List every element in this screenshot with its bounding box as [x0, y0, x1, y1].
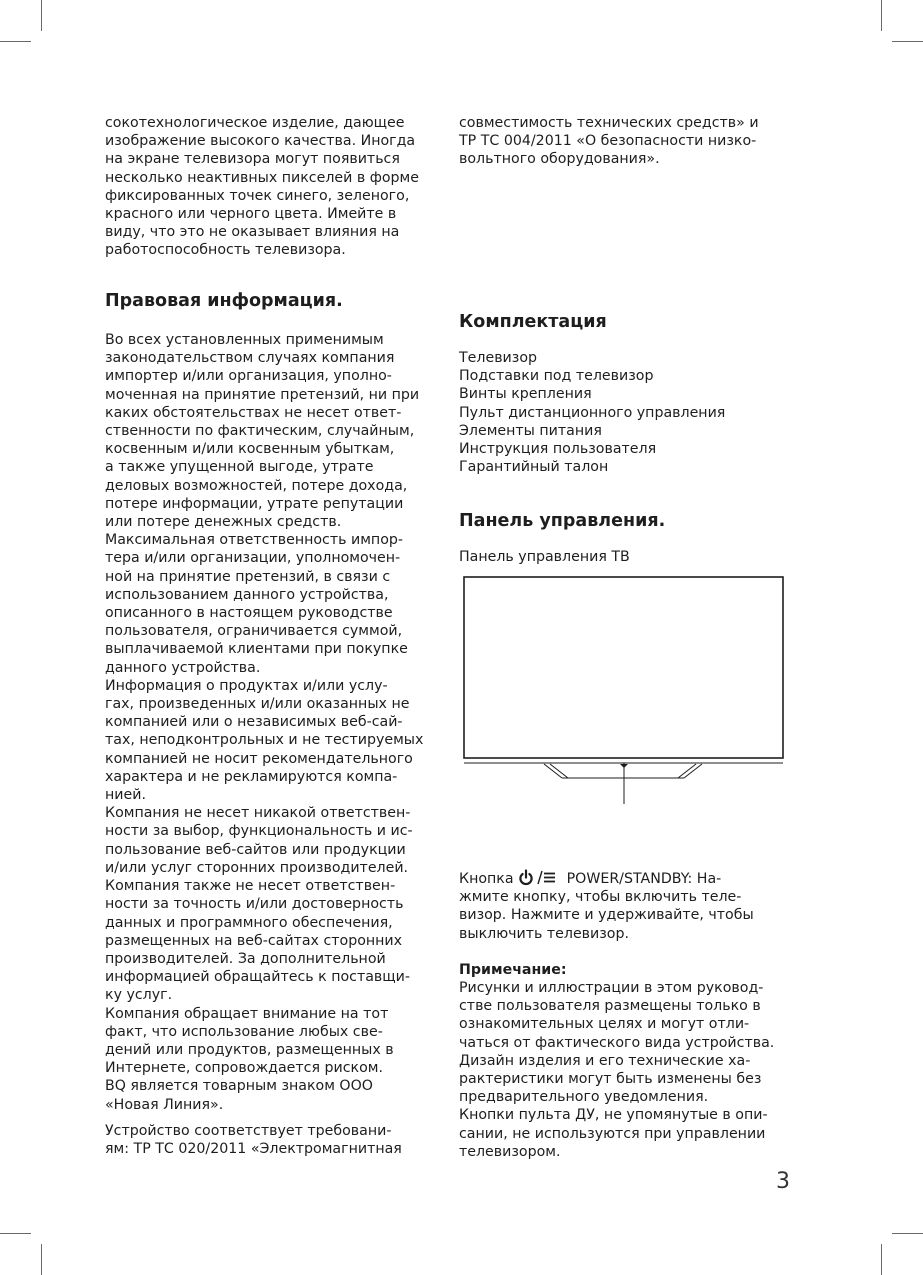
- note-title: Примечание:: [459, 962, 567, 978]
- package-list: [459, 349, 725, 476]
- crop-mark: [0, 41, 31, 42]
- tv-stand-right: [676, 764, 702, 778]
- list-item: Пульт дистанционного управления: [459, 404, 726, 421]
- compliance-continued: совместимость технических средств» и ТР ТС 004/2011 «О безопасности низко- вольтного оборудования».: [459, 115, 759, 168]
- power-button-marker: [620, 764, 628, 768]
- panel-heading: Панель управления.: [459, 511, 666, 531]
- panel-caption: Панель управления ТВ: [459, 549, 630, 565]
- crop-mark: [41, 0, 42, 31]
- list-item: Подставки под телевизор: [459, 368, 654, 385]
- tv-illustration: [458, 572, 788, 808]
- power-button-description: Кнопка POWER/STANDBY: На- жмите кнопку, чтобы включить теле- визор. Нажмите и удерживайте, чтобы выключить телевизор.: [459, 871, 754, 942]
- crop-mark: [881, 0, 882, 31]
- button-prefix: Кнопка: [459, 871, 514, 887]
- power-standby-icon: [518, 869, 556, 886]
- button-label: POWER/STANDBY: На-: [566, 871, 722, 887]
- list-item: Инструкция пользователя: [459, 441, 657, 458]
- list-item: Винты крепления: [459, 386, 592, 403]
- list-item: Телевизор: [459, 350, 538, 366]
- list-item: Элементы питания: [459, 422, 602, 439]
- crop-mark: [0, 1233, 31, 1234]
- tv-screen: [464, 577, 783, 758]
- legal-heading: Правовая информация.: [105, 291, 343, 311]
- crop-mark: [892, 1233, 923, 1234]
- page-number: 3: [776, 1169, 790, 1194]
- compliance-paragraph: Устройство соответствует требовани- ям: ТР ТС 020/2011 «Электромагнитная: [105, 1123, 402, 1158]
- tv-stand-left: [544, 764, 570, 778]
- intro-paragraph: сокотехнологическое изделие, дающее изображение высокого качества. Иногда на экране телевизора могут появиться несколько неактивных пикселей в форме фиксированных точек синего, зеленого, красного или черного цвета. Имейте в виду, что это не оказывает влияния на работоспособность телевизора.: [105, 115, 419, 259]
- crop-mark: [881, 1244, 882, 1275]
- legal-paragraph: Во всех установленных применимым законодательством случаях компания импортер и/или организация, уполно- моченная на принятие претензий, ни при каких обстоятельствах не несет ответ- ственности по фактическим, случайным, косвенным и/или косвенным убыткам, а также упущенной выгоде, утрате деловых возможностей, потере дохода, потере информации, утрате репутации или потере денежных средств. Максимальная ответственность импор- тера и/или организации, уполномочен- ной на принятие претензий, в связи с использованием данного устройства, описанного в настоящем руководстве пользователя, ограничивается суммой, выплачиваемой клиентами при покупке данного устройства. Информация о продуктах и/или услу- гах, произведенных и/или оказанных не компанией или о независимых веб-сай- тах, неподконтрольных и не тестируемых компанией не носит рекомендательного характера и не рекламируются компа- нией. Компания не несет никакой ответствен- ности за выбор, функциональность и ис- пользование веб-сайтов или продукции и/или услуг сторонних производителей. Компания также не несет ответствен- ности за точность и/или достоверность данных и программного обеспечения, размещенных на веб-сайтах сторонних производителей. За дополнительной информацией обращайтесь к поставщи- ку услуг. Компания обращает внимание на тот факт, что использование любых све- дений или продуктов, размещенных в Интернете, сопровождается риском. BQ является товарным знаком ООО «Новая Линия».: [105, 332, 424, 1113]
- crop-mark: [41, 1244, 42, 1275]
- note-paragraph: Рисунки и иллюстрации в этом руковод- стве пользователя размещены только в ознакомительных целях и могут отли- чаться от фактического вида устройства. Дизайн изделия и его технические ха- рактеристики могут быть изменены без предварительного уведомления. Кнопки пульта ДУ, не упомянутые в опи- сании, не используются при управлении телевизором.: [459, 980, 775, 1160]
- package-heading: Комплектация: [459, 312, 607, 332]
- crop-mark: [892, 41, 923, 42]
- list-item: Гарантийный талон: [459, 459, 609, 476]
